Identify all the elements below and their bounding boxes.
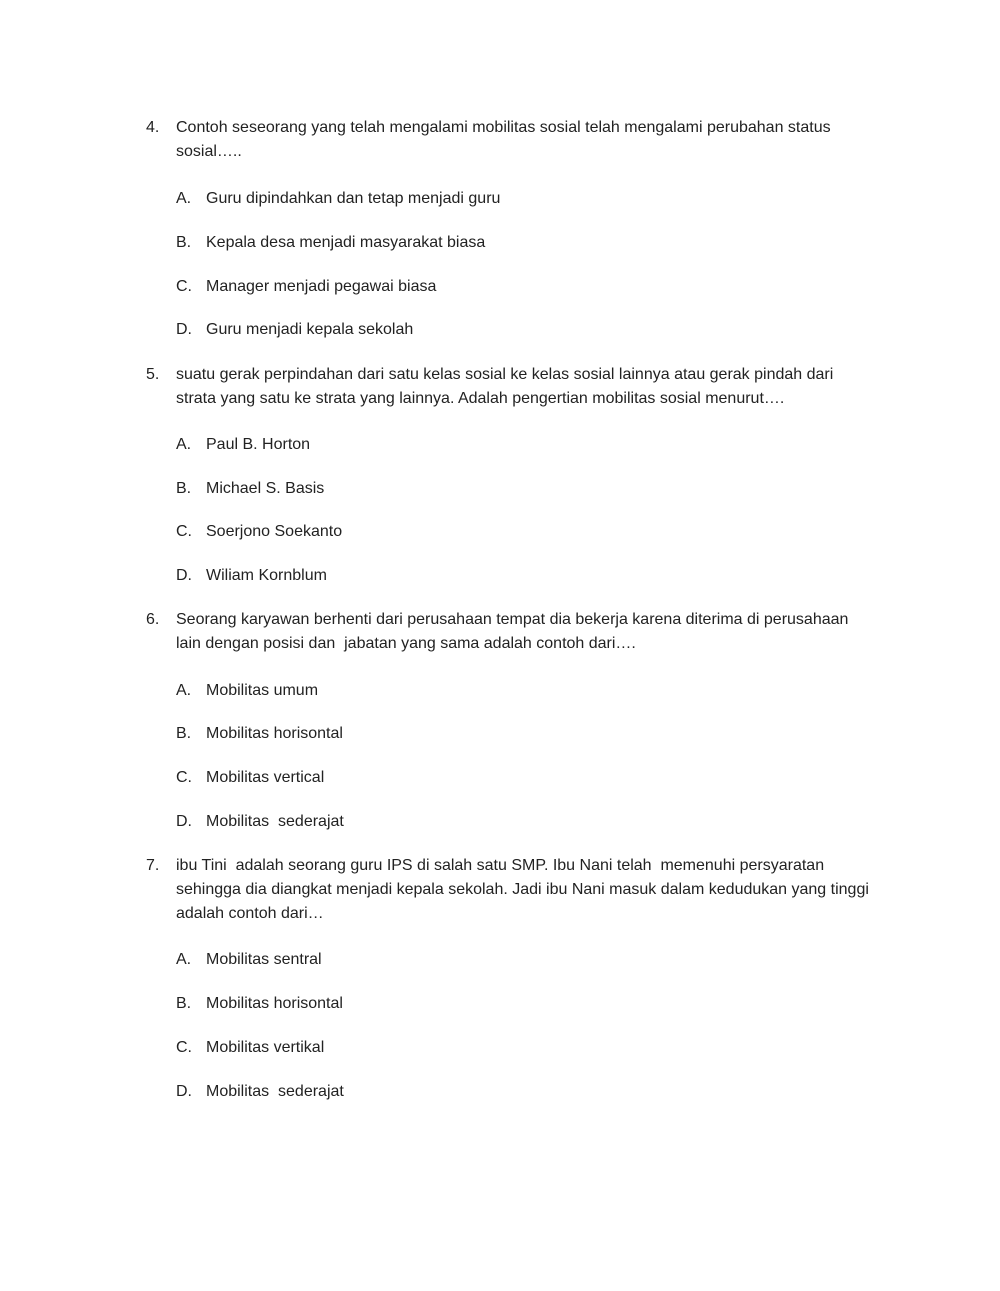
option-letter: B. [176,995,192,1012]
option-letter: B. [176,480,192,497]
question-text [176,363,886,411]
option-text: Mobilitas umum [206,682,319,699]
question-number: 7. [146,857,160,874]
option-text: Mobilitas vertical [206,769,325,786]
option-letter: B. [176,234,192,251]
option-text: Kepala desa menjadi masyarakat biasa [206,234,486,251]
option-text: Manager menjadi pegawai biasa [206,278,437,295]
option-letter: D. [176,813,192,830]
option-letter: A. [176,682,192,699]
option-letter: C. [176,1039,192,1056]
question-line: adalah contoh dari… [176,905,324,922]
option-text: Guru menjadi kepala sekolah [206,321,414,338]
option-letter: D. [176,1083,192,1100]
question-text [176,116,886,164]
question-line: lain dengan posisi dan jabatan yang sama adalah contoh dari…. [176,635,636,652]
option-letter: C. [176,278,192,295]
question-number: 5. [146,366,160,383]
option-letter: A. [176,436,192,453]
option-text: Mobilitas horisontal [206,725,343,742]
question-line: Contoh seseorang yang telah mengalami mobilitas sosial telah mengalami perubahan status [176,119,831,136]
option-text: Paul B. Horton [206,436,311,453]
option-letter: D. [176,321,192,338]
option-text: Wiliam Kornblum [206,567,327,584]
option-text: Mobilitas vertikal [206,1039,325,1056]
question-number: 4. [146,119,160,136]
question-line: sosial….. [176,143,242,160]
question-line: suatu gerak perpindahan dari satu kelas sosial ke kelas sosial lainnya atau gerak pindah dari [176,366,834,383]
option-letter: A. [176,951,192,968]
option-letter: A. [176,190,192,207]
option-text: Mobilitas horisontal [206,995,343,1012]
question-line: strata yang satu ke strata yang lainnya. Adalah pengertian mobilitas sosial menurut…. [176,390,785,407]
option-letter: C. [176,523,192,540]
option-text: Michael S. Basis [206,480,325,497]
option-text: Guru dipindahkan dan tetap menjadi guru [206,190,501,207]
question-line: sehingga dia diangkat menjadi kepala sekolah. Jadi ibu Nani masuk dalam kedudukan yang tinggi [176,881,869,898]
option-text: Soerjono Soekanto [206,523,343,540]
question-number: 6. [146,611,160,628]
option-letter: B. [176,725,192,742]
option-text: Mobilitas sederajat [206,813,344,830]
option-letter: C. [176,769,192,786]
option-letter: D. [176,567,192,584]
question-line: ibu Tini adalah seorang guru IPS di salah satu SMP. Ibu Nani telah memenuhi persyaratan [176,857,825,874]
question-text [176,854,886,926]
question-text [176,608,886,656]
question-line: Seorang karyawan berhenti dari perusahaan tempat dia bekerja karena diterima di perusahaan [176,611,849,628]
option-text: Mobilitas sentral [206,951,322,968]
option-text: Mobilitas sederajat [206,1083,344,1100]
